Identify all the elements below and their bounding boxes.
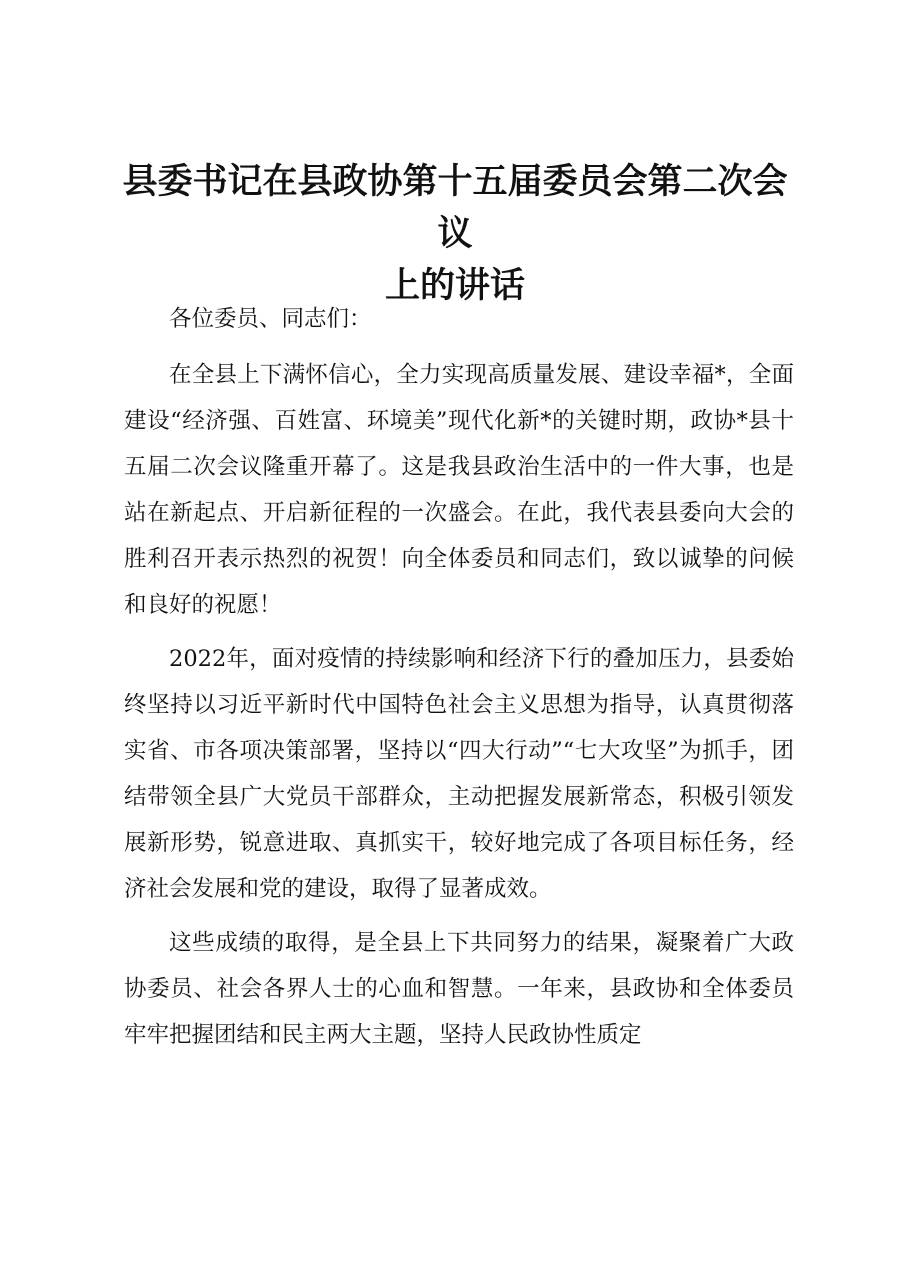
document-title: [110, 156, 800, 312]
salutation: 各位委员、同志们：: [169, 306, 372, 332]
document-body: [124, 296, 794, 1066]
title-line-2: 上的讲话: [384, 266, 525, 306]
paragraph-1: 在全县上下满怀信心，全力实现高质量发展、建设幸福*，全面建设“经济强、百姓富、环境美”现代化新*的关键时期，政协*县十五届二次会议隆重开幕了。这是我县政治生活中的一件大事，也是站在新起点、开启新征程的一次盛会。在此，我代表县委向大会的胜利召开表示热烈的祝贺！向全体委员和同志们，致以诚挚的问候和良好的祝愿！: [124, 362, 794, 618]
paragraph-2: 2022年，面对疫情的持续影响和经济下行的叠加压力，县委始终坚持以习近平新时代中国特色社会主义思想为指导，认真贯彻落实省、市各项决策部署，坚持以“四大行动”“七大攻坚”为抓手，团结带领全县广大党员干部群众，主动把握发展新常态，积极引领发展新形势，锐意进取、真抓实干，较好地完成了各项目标任务，经济社会发展和党的建设，取得了显著成效。: [124, 646, 794, 902]
paragraph-3: 这些成绩的取得，是全县上下共同努力的结果，凝聚着广大政协委员、社会各界人士的心血和智慧。一年来，县政协和全体委员牢牢把握团结和民主两大主题，坚持人民政协性质定: [124, 930, 794, 1048]
title-line-1: 县委书记在县政协第十五届委员会第二次会议: [122, 162, 788, 254]
